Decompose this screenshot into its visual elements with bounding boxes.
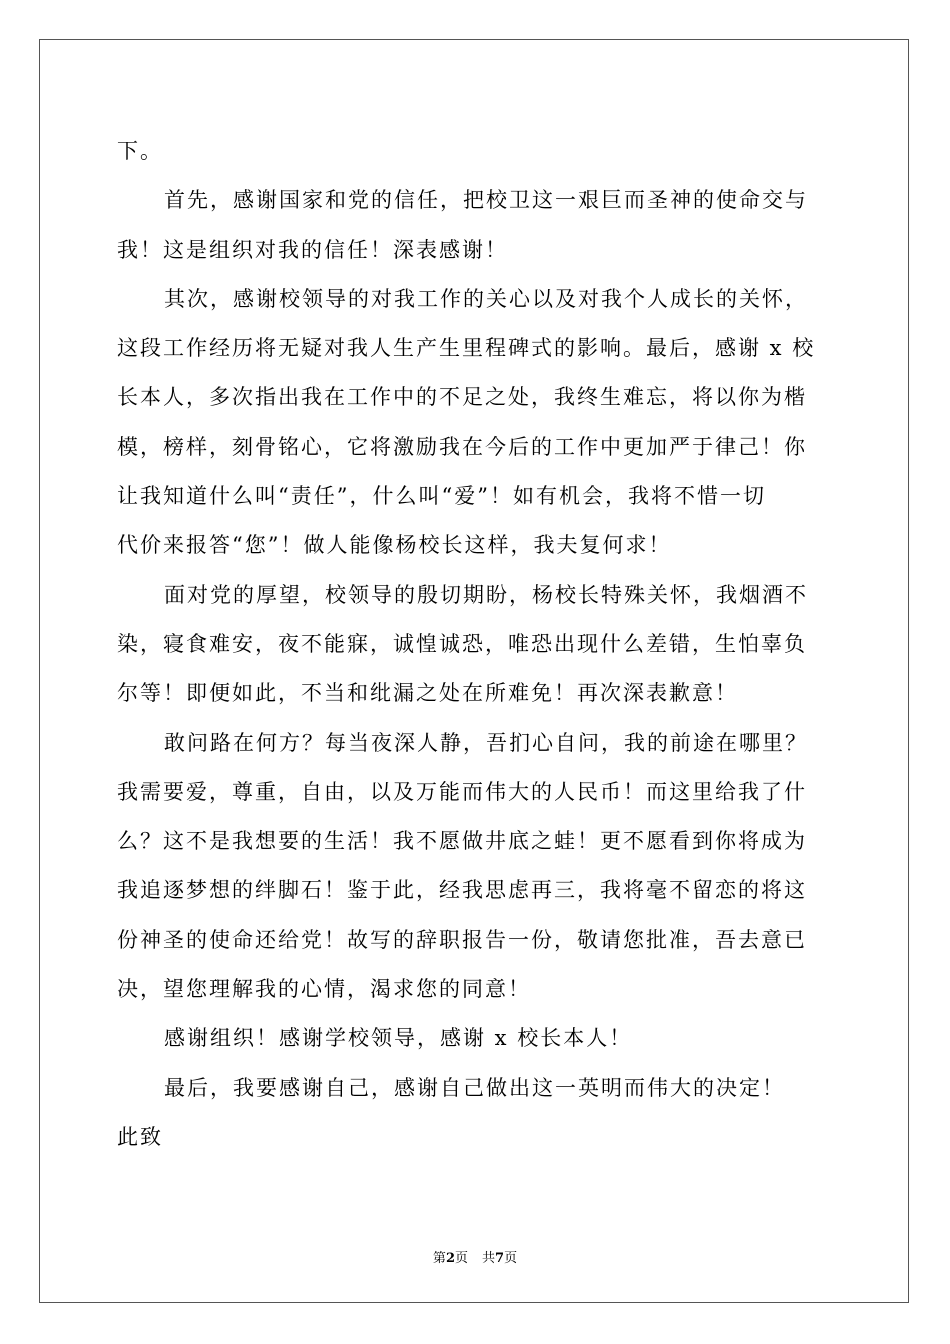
page-number: 2 (445, 1251, 455, 1266)
total-suffix: 页 (504, 1251, 518, 1266)
text-line: 下。 (117, 139, 163, 163)
text-line: 代价来报答“您”！做人能像杨校长这样，我夫复何求！ (117, 533, 672, 558)
text-line: 么？这不是我想要的生活！我不愿做井底之蛙！更不愿看到你将成为 (117, 829, 807, 854)
text-line: 敢问路在何方？每当夜深人静，吾扪心自问，我的前途在哪里？ (164, 730, 808, 755)
page-prefix: 第 (432, 1251, 446, 1266)
total-pages: 7 (495, 1251, 505, 1266)
text-line: 模，榜样，刻骨铭心，它将激励我在今后的工作中更加严于律己！你 (117, 434, 807, 459)
text-line: 我追逐梦想的绊脚石！鉴于此，经我思虑再三，我将毫不留恋的将这 (117, 878, 807, 903)
total-prefix: 共 (482, 1251, 496, 1266)
text-line: 份神圣的使命还给党！故写的辞职报告一份，敬请您批准，吾去意已 (117, 927, 807, 952)
text-line: 这段工作经历将无疑对我人生产生里程碑式的影响。最后，感谢 x 校 (117, 336, 816, 361)
page-suffix: 页 (454, 1251, 468, 1266)
text-line: 我！这是组织对我的信任！深表感谢！ (117, 237, 508, 262)
text-line: 染，寝食难安，夜不能寐，诚惶诚恐，唯恐出现什么差错，生怕辜负 (117, 631, 807, 656)
text-line: 长本人，多次指出我在工作中的不足之处，我终生难忘，将以你为楷 (117, 385, 807, 410)
text-line: 最后，我要感谢自己，感谢自己做出这一英明而伟大的决定！ (164, 1075, 785, 1100)
text-line: 首先，感谢国家和党的信任，把校卫这一艰巨而圣神的使命交与 (164, 188, 808, 213)
letter-body (117, 127, 837, 1162)
text-line: 面对党的厚望，校领导的殷切期盼，杨校长特殊关怀，我烟酒不 (164, 582, 808, 607)
text-line: 我需要爱，尊重，自由，以及万能而伟大的人民币！而这里给我了什 (117, 779, 807, 804)
text-line: 决，望您理解我的心情，渴求您的同意！ (117, 977, 531, 1002)
page-footer (0, 1247, 950, 1266)
text-line: 感谢组织！感谢学校领导，感谢 x 校长本人！ (164, 1026, 633, 1051)
text-line: 尔等！即便如此，不当和纰漏之处在所难免！再次深表歉意！ (117, 681, 738, 706)
closing-line: 此致 (117, 1124, 163, 1149)
text-line: 让我知道什么叫“责任”，什么叫“爱”！如有机会，我将不惜一切 (117, 484, 766, 509)
text-line: 其次，感谢校领导的对我工作的关心以及对我个人成长的关怀， (164, 286, 808, 311)
